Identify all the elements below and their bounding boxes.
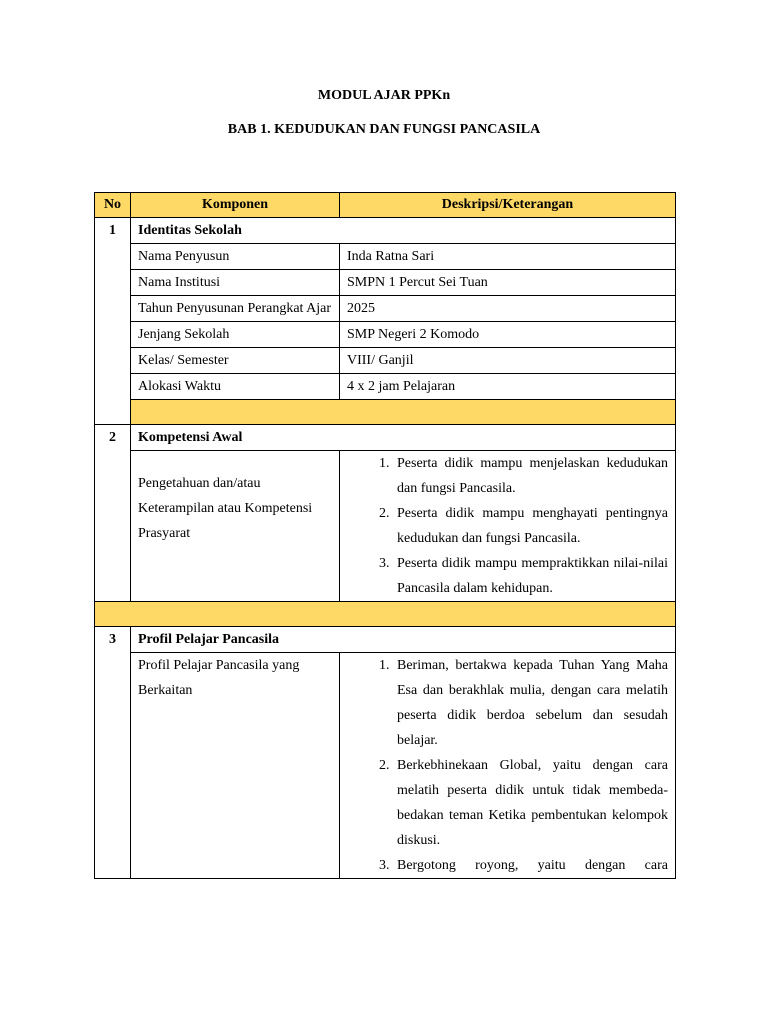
table-row — [95, 374, 676, 400]
list-item: 1. Peserta didik mampu menjelaskan kedudukan dan fungsi Pancasila. — [393, 451, 668, 501]
row-value: SMPN 1 Percut Sei Tuan — [340, 270, 676, 296]
section-title: Identitas Sekolah — [131, 218, 676, 244]
profil-list — [347, 653, 668, 878]
table-row — [95, 348, 676, 374]
row-value — [340, 451, 676, 602]
row-value: 2025 — [340, 296, 676, 322]
document-title: MODUL AJAR PPKn — [317, 88, 451, 103]
separator-band — [95, 400, 676, 425]
table-header-row — [95, 193, 676, 218]
row-label: Profil Pelajar Pancasila yang Berkaitan — [131, 653, 340, 879]
list-item: 1. Beriman, bertakwa kepada Tuhan Yang Maha Esa dan berakhlak mulia, dengan cara melatih peserta didik berdoa sebelum dan sesudah belajar. — [393, 653, 668, 753]
row-label: Tahun Penyusunan Perangkat Ajar — [131, 296, 340, 322]
header-deskripsi: Deskripsi/Keterangan — [340, 193, 676, 218]
table-row — [95, 244, 676, 270]
row-label: Pengetahuan dan/atau Keterampilan atau Kompetensi Prasyarat — [131, 451, 340, 602]
row-label: Alokasi Waktu — [131, 374, 340, 400]
row-label: Nama Institusi — [131, 270, 340, 296]
row-value: SMP Negeri 2 Komodo — [340, 322, 676, 348]
row-value: 4 x 2 jam Pelajaran — [340, 374, 676, 400]
row-label: Kelas/ Semester — [131, 348, 340, 374]
section-number: 2 — [95, 425, 131, 602]
table-row — [95, 451, 676, 602]
kompetensi-list — [347, 451, 668, 601]
section-number: 3 — [95, 627, 131, 879]
section-number: 1 — [95, 218, 131, 425]
table-row — [95, 270, 676, 296]
row-value — [340, 653, 676, 879]
list-item: 2. Peserta didik mampu menghayati pentingnya kedudukan dan fungsi Pancasila. — [393, 501, 668, 551]
row-value: VIII/ Ganjil — [340, 348, 676, 374]
section-row-profil — [95, 627, 676, 653]
module-table — [94, 192, 676, 879]
chapter-title: BAB 1. KEDUDUKAN DAN FUNGSI PANCASILA — [227, 122, 541, 137]
table-row — [95, 322, 676, 348]
table-row — [95, 296, 676, 322]
section-title: Kompetensi Awal — [131, 425, 676, 451]
section-row-kompetensi — [95, 425, 676, 451]
header-komponen: Komponen — [131, 193, 340, 218]
row-value: Inda Ratna Sari — [340, 244, 676, 270]
table-row — [95, 653, 676, 879]
row-label: Jenjang Sekolah — [131, 322, 340, 348]
list-item: 2. Berkebhinekaan Global, yaitu dengan cara melatih peserta didik untuk tidak membeda-bedakan teman Ketika pembentukan kelompok diskusi. — [393, 753, 668, 853]
section-title: Profil Pelajar Pancasila — [131, 627, 676, 653]
section-row-identitas — [95, 218, 676, 244]
list-item: 3. Bergotong royong, yaitu dengan cara — [393, 853, 668, 878]
list-item: 3. Peserta didik mampu mempraktikkan nilai-nilai Pancasila dalam kehidupan. — [393, 551, 668, 601]
header-no: No — [95, 193, 131, 218]
separator-band — [95, 602, 676, 627]
row-label: Nama Penyusun — [131, 244, 340, 270]
